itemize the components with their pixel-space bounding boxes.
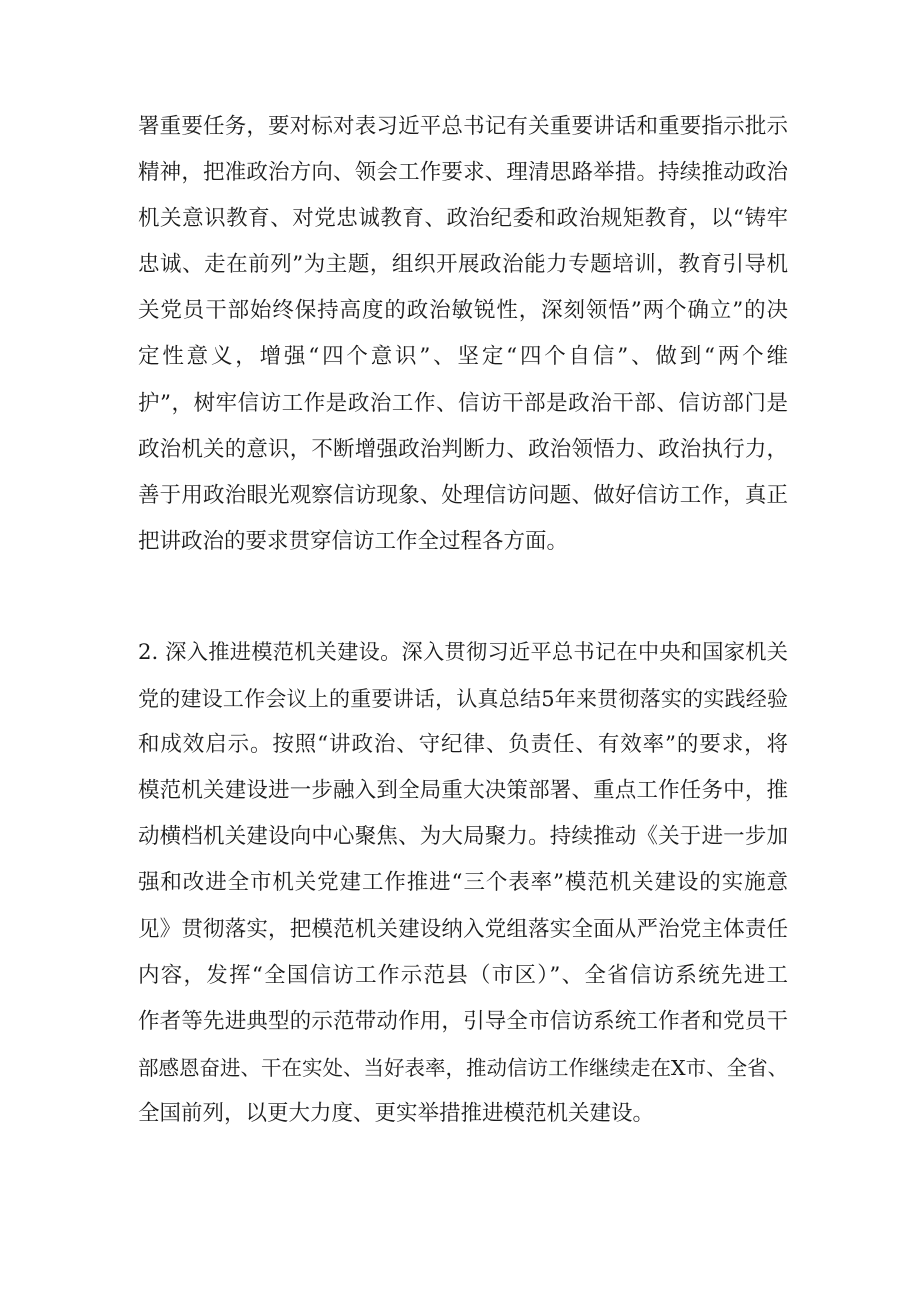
paragraph-political-education xyxy=(138,104,788,565)
text-line: 精神，把准政治方向、领会工作要求、理清思路举措。持续推动政治 xyxy=(138,160,788,186)
text-line: 关党员干部始终保持高度的政治敏锐性，深刻领悟”两个确立”的决 xyxy=(138,298,788,324)
text-line: 2. 深入推进模范机关建设。深入贯彻习近平总书记在中央和国家机关 xyxy=(138,640,788,665)
text-line: 定性意义，增强“四个意识”、坚定“四个自信”、做到“两个维 xyxy=(138,344,788,370)
text-line: 动横档机关建设向中心聚焦、为大局聚力。持续推动《关于进一步加 xyxy=(138,824,788,850)
text-line: 护”，树牢信访工作是政治工作、信访干部是政治干部、信访部门是 xyxy=(138,390,788,416)
text-line: 部感恩奋进、干在实处、当好表率，推动信访工作继续走在X市、全省、 xyxy=(138,1055,789,1080)
text-line: 强和改进全市机关党建工作推进“三个表率”模范机关建设的实施意 xyxy=(138,870,788,896)
text-line: 全国前列，以更大力度、更实举措推进模范机关建设。 xyxy=(138,1100,655,1126)
text-line: 忠诚、走在前列”为主题，组织开展政治能力专题培训，教育引导机 xyxy=(138,252,788,278)
text-line: 见》贯彻落实，把模范机关建设纳入党组落实全面从严治党主体责任 xyxy=(138,916,788,942)
text-line: 善于用政治眼光观察信访现象、处理信访问题、做好信访工作，真正 xyxy=(138,482,788,508)
text-line: 模范机关建设进一步融入到全局重大决策部署、重点工作任务中，推 xyxy=(138,778,788,804)
text-line: 把讲政治的要求贯穿信访工作全过程各方面。 xyxy=(138,528,569,554)
text-line: 机关意识教育、对党忠诚教育、政治纪委和政治规矩教育，以“铸牢 xyxy=(138,206,788,232)
paragraph-model-organ-construction xyxy=(138,630,788,1137)
text-line: 内容，发挥“全国信访工作示范县（市区）”、全省信访系统先进工 xyxy=(138,962,788,988)
text-line: 作者等先进典型的示范带动作用，引导全市信访系统工作者和党员干 xyxy=(138,1008,788,1034)
text-line: 党的建设工作会议上的重要讲话，认真总结5年来贯彻落实的实践经验 xyxy=(138,687,788,712)
text-line: 政治机关的意识，不断增强政治判断力、政治领悟力、政治执行力， xyxy=(138,436,788,462)
text-line: 和成效启示。按照“讲政治、守纪律、负责任、有效率”的要求，将 xyxy=(138,732,788,758)
text-line: 署重要任务，要对标对表习近平总书记有关重要讲话和重要指示批示 xyxy=(138,114,788,139)
